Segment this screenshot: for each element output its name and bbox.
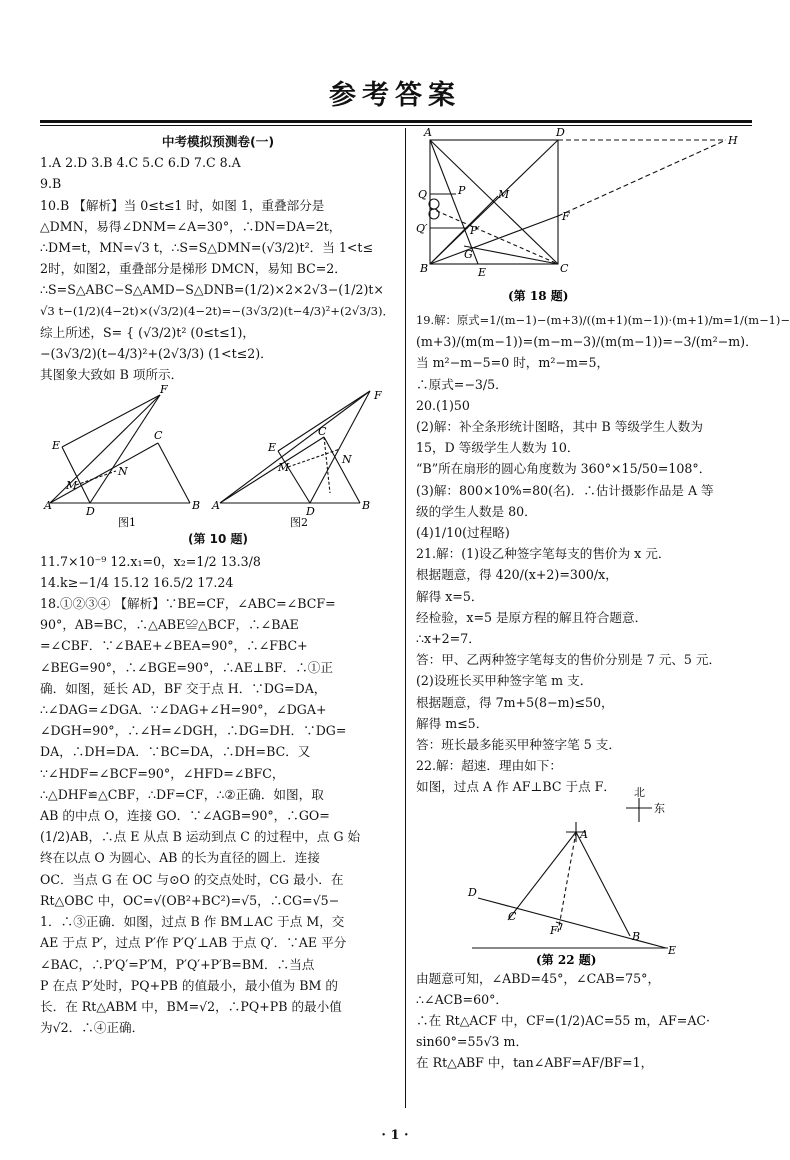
figure-1-label: 图1 bbox=[118, 516, 136, 530]
answer-line: 级的学生人数是 80． bbox=[416, 503, 537, 519]
point-label: A bbox=[44, 499, 52, 513]
title-rule-thin bbox=[40, 125, 752, 126]
right-column bbox=[416, 310, 790, 1074]
point-label: F bbox=[562, 210, 570, 223]
answer-line: ∴原式=−3/5． bbox=[416, 376, 508, 392]
figure-10-labels bbox=[43, 383, 200, 518]
point-label: B bbox=[192, 499, 201, 513]
answer-line: =∠CBF．∵∠BAE+∠BEA=90°，∴∠FBC+ bbox=[40, 638, 308, 654]
figure-18-diagram bbox=[416, 128, 756, 308]
answer-line: (1/2)AB，∴点 E 从点 B 运动到点 C 的过程中，点 G 始 bbox=[40, 829, 361, 845]
answer-line: √3 t−(1/2)(4−2t)×(√3/2)(4−2t)=−(3√3/2)(t−4/3)²+(2√3/3)． bbox=[40, 303, 395, 318]
point-label: F bbox=[160, 383, 168, 397]
answer-line: 10.B 【解析】当 0≤t≤1 时，如图 1，重叠部分是 bbox=[40, 197, 325, 213]
figure-10b-labels bbox=[211, 389, 382, 518]
answer-line: 2时，如图2，重叠部分是梯形 DMCN，易知 BC=2． bbox=[40, 261, 347, 277]
answer-line: 1．∴③正确．如图，过点 B 作 BM⊥AC 于点 M，交 bbox=[40, 914, 345, 930]
point-label: B bbox=[420, 262, 429, 275]
answer-line: (4)1/10(过程略) bbox=[416, 525, 510, 541]
answer-line: (2)解：补全条形统计图略，其中 B 等级学生人数为 bbox=[416, 419, 703, 435]
answer-line: ∴∠DAG=∠DGA．∵∠DAG+∠H=90°，∠DGA+ bbox=[40, 702, 327, 718]
column-divider bbox=[405, 128, 406, 1108]
section-heading: 中考模拟预测卷(一) bbox=[161, 134, 275, 149]
point-label: B bbox=[362, 499, 371, 513]
figure-2-label: 图2 bbox=[290, 516, 308, 530]
answer-line: 9.B bbox=[40, 176, 62, 192]
answer-line: 综上所述，S= { (√3/2)t² (0≤t≤1)， bbox=[40, 324, 256, 340]
answer-line: 为√2．∴④正确． bbox=[40, 1020, 145, 1036]
answer-line: 由题意可知，∠ABD=45°，∠CAB=75°， bbox=[416, 970, 661, 986]
point-label: C bbox=[154, 429, 163, 443]
point-label: G bbox=[464, 248, 473, 261]
answer-line: 90°，AB=BC，∴△ABE≌△BCF，∴∠BAE bbox=[40, 617, 299, 633]
answer-line: AE 于点 P′，过点 P′作 P′Q′⊥AB 于点 Q′．∵AE 平分 bbox=[40, 935, 347, 951]
answer-line: 长．在 Rt△ABM 中，BM=√2，∴PQ+PB 的最小值 bbox=[40, 998, 342, 1014]
point-label: D bbox=[86, 505, 95, 519]
answer-line: ∴∠ACB=60°． bbox=[416, 991, 509, 1007]
point-label: C bbox=[508, 909, 517, 923]
answer-line: “B”所在扇形的圆心角度数为 360°×15/50=108°． bbox=[416, 461, 712, 477]
answer-line: 答：甲、乙两种签字笔每支的售价分别是 7 元、5 元． bbox=[416, 652, 722, 668]
answer-line: 经检验，x=5 是原方程的解且符合题意． bbox=[416, 609, 648, 625]
point-label: C bbox=[318, 425, 327, 439]
answer-line: 当 m²−m−5=0 时，m²−m=5， bbox=[416, 355, 610, 371]
answer-line: 在 Rt△ABF 中，tan∠ABF=AF/BF=1， bbox=[416, 1055, 654, 1071]
point-label: B bbox=[632, 929, 641, 943]
answer-line: OC．当点 G 在 OC 与⊙O 的交点处时，CG 最小．在 bbox=[40, 871, 344, 887]
answer-line: (2)设班长买甲种签字笔 m 支． bbox=[416, 673, 593, 689]
answer-line: ∴在 Rt△ACF 中，CF=(1/2)AC=55 m，AF=AC· bbox=[416, 1013, 711, 1029]
point-label: F bbox=[374, 389, 382, 403]
figure-10-diagram bbox=[40, 385, 396, 529]
title-rule-thick bbox=[40, 120, 752, 123]
answer-line: ∴△DHF≌△CBF，∴DF=CF，∴②正确．如图，取 bbox=[40, 786, 324, 802]
point-label: D bbox=[556, 126, 565, 139]
point-label: M bbox=[498, 188, 510, 201]
answer-line: 21.解：(1)设乙种签字笔每支的售价为 x 元． bbox=[416, 546, 671, 562]
answer-line: 确．如图，延长 AD，BF 交于点 H．∵DG=DA， bbox=[40, 680, 327, 696]
point-label: D bbox=[468, 885, 477, 899]
answer-line: (m+3)/(m(m−1))=(m−m−3)/(m(m−1))=−3/(m²−m)． bbox=[416, 334, 758, 350]
left-column bbox=[40, 131, 396, 1038]
answer-line: △DMN，易得∠DNM=∠A=30°，∴DN=DA=2t， bbox=[40, 218, 342, 234]
answer-line: 解得 x=5． bbox=[416, 588, 484, 604]
point-label: E bbox=[52, 439, 61, 453]
page-number: · 1 · bbox=[381, 1128, 409, 1143]
point-label: A bbox=[212, 499, 220, 513]
answer-line: sin60°=55√3 m． bbox=[416, 1034, 529, 1050]
answer-line: ∠BAC，∴P′Q′=P′M，P′Q′+P′B=BM．∴当点 bbox=[40, 956, 315, 972]
answer-line: 1.A 2.D 3.B 4.C 5.C 6.D 7.C 8.A bbox=[40, 155, 241, 171]
answer-line: 11.7×10⁻⁹ 12.x₁=0，x₂=1/2 13.3/8 bbox=[40, 553, 261, 569]
answer-line: (3)解：800×10%=80(名)．∴估计摄影作品是 A 等 bbox=[416, 482, 714, 498]
figure-22-labels bbox=[467, 828, 676, 957]
point-label: N bbox=[118, 465, 128, 479]
point-label: E bbox=[668, 943, 677, 957]
point-label: A bbox=[424, 126, 432, 139]
answer-line: ∴S=S△ABC−S△AMD−S△DNB=(1/2)×2×2√3−(1/2)t× bbox=[40, 282, 384, 298]
answer-line: 答：班长最多能买甲种签字笔 5 支． bbox=[416, 737, 621, 753]
answer-line: 终在以点 O 为圆心、AB 的长为直径的圆上．连接 bbox=[40, 850, 320, 866]
point-label: P′ bbox=[470, 224, 480, 237]
answer-line: AB 的中点 O，连接 GO．∵∠AGB=90°，∴GO= bbox=[40, 808, 330, 824]
point-label: C bbox=[560, 262, 569, 275]
answer-line: P 在点 P′处时，PQ+PB 的值最小，最小值为 BM 的 bbox=[40, 977, 338, 993]
answer-line: 18.①②③④ 【解析】∵BE=CF，∠ABC=∠BCF= bbox=[40, 596, 336, 612]
answer-line: ∵∠HDF=∠BCF=90°，∠HFD=∠BFC， bbox=[40, 765, 285, 781]
answer-line: 如图，过点 A 作 AF⊥BC 于点 F． bbox=[416, 779, 616, 795]
answer-line: 15，D 等级学生人数为 10． bbox=[416, 440, 580, 456]
answer-line: 解得 m≤5． bbox=[416, 715, 489, 731]
compass-north-label: 北 bbox=[634, 785, 645, 799]
figure-18 bbox=[416, 128, 756, 308]
answer-line: −(3√3/2)(t−4/3)²+(2√3/3) (1<t≤2)． bbox=[40, 346, 273, 362]
point-label: M bbox=[66, 479, 78, 493]
answer-line: Rt△OBC 中，OC=√(OB²+BC²)=√5，∴CG=√5− bbox=[40, 892, 340, 908]
answer-line: DA，∴DH=DA．∵BC=DA，∴DH=BC．又 bbox=[40, 744, 311, 760]
answer-line: ∴x+2=7． bbox=[416, 631, 481, 647]
point-label: N bbox=[342, 453, 352, 467]
point-label: E bbox=[268, 441, 277, 455]
answer-line: ∠BEG=90°，∴∠BGE=90°，∴AE⊥BF．∴①正 bbox=[40, 659, 333, 675]
point-label: Q′ bbox=[416, 222, 428, 235]
point-label: F bbox=[550, 923, 558, 937]
answer-line: 14.k≥−1/4 15.12 16.5/2 17.24 bbox=[40, 574, 234, 590]
figure-18-caption: (第 18 题) bbox=[508, 289, 569, 303]
figure-18-labels bbox=[416, 126, 738, 279]
compass-east-label: 东 bbox=[654, 801, 665, 815]
answer-line: 22.解：超速．理由如下： bbox=[416, 758, 562, 774]
figure-10-caption: (第 10 题) bbox=[187, 532, 249, 547]
answer-line: 其图象大致如 B 项所示． bbox=[40, 367, 184, 383]
point-label: P bbox=[458, 184, 466, 197]
answer-line: 19.解：原式=1/(m−1)−(m+3)/((m+1)(m−1))·(m+1)/m=1/(m−1)− bbox=[416, 313, 790, 327]
answer-line: 根据题意，得 420/(x+2)=300/x， bbox=[416, 567, 618, 583]
point-label: A bbox=[580, 827, 588, 841]
point-label: H bbox=[728, 134, 738, 147]
answer-line: 20.(1)50 bbox=[416, 397, 470, 413]
figure-22-caption: (第 22 题) bbox=[536, 952, 597, 967]
figure-10 bbox=[40, 385, 396, 529]
point-label: Q bbox=[418, 188, 428, 201]
point-label: E bbox=[478, 266, 487, 279]
point-label: D bbox=[306, 505, 315, 519]
answer-line: ∠DGH=90°，∴∠H=∠DGH，∴DG=DH．∵DG= bbox=[40, 723, 347, 739]
answer-line: 根据题意，得 7m+5(8−m)≤50， bbox=[416, 694, 614, 710]
page-title: 参考答案 bbox=[329, 80, 461, 111]
point-label: M bbox=[278, 461, 290, 475]
answer-line: ∴DM=t，MN=√3 t，∴S=S△DMN=(√3/2)t²．当 1<t≤ bbox=[40, 240, 374, 256]
